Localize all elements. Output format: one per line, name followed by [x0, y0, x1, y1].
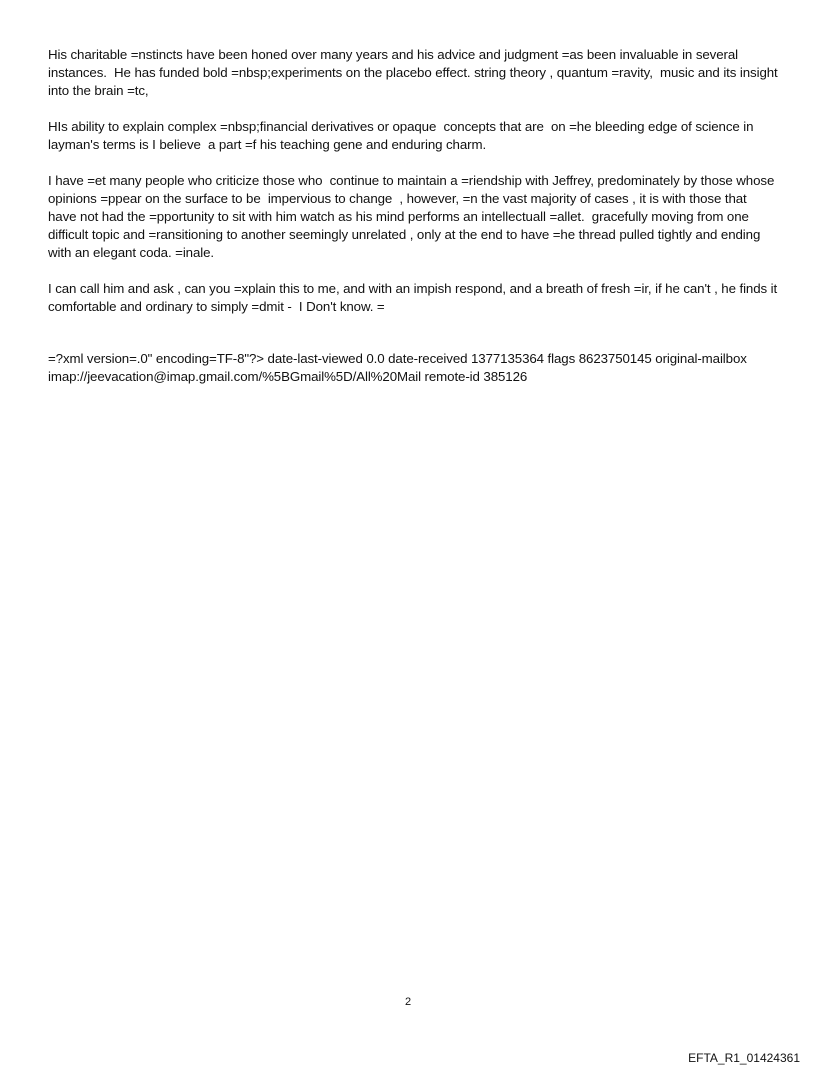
paragraph-2: HIs ability to explain complex =nbsp;financial derivatives or opaque concepts that are on =he bleeding edge of science in layman's terms is I believe a part =f his teaching gene and enduring charm.	[48, 119, 758, 152]
paragraph-3: I have =et many people who criticize those who continue to maintain a =riendship with Jeffrey, predominately by those whose opinions =ppear on the surface to be impervious to change , however, =n the vast majority of cases , it is with those that have not had the =pportunity to sit with him watch as his mind performs an intellectuall =allet. gracefully moving from one difficult topic and =ransitioning to another seemingly unrelated , only at the end to have =he thread pulled tightly and ending with an elegant coda. =inale.	[48, 173, 778, 260]
document-body	[48, 46, 782, 404]
paragraph-1: His charitable =nstincts have been honed over many years and his advice and judgment =as been invaluable in several instances. He has funded bold =nbsp;experiments on the placebo effect. string theory , quantum =ravity, music and its insight into the brain =tc,	[48, 47, 782, 98]
document-id: EFTA_R1_01424361	[688, 1051, 800, 1065]
paragraph-4: I can call him and ask , can you =xplain this to me, and with an impish respond, and a breath of fresh =ir, if he can't , he finds it comfortable and ordinary to simply =dmit - I Don't know. =	[48, 281, 781, 314]
page-number: 2	[404, 996, 412, 1008]
email-metadata: =?xml version=.0" encoding=TF-8"?> date-last-viewed 0.0 date-received 1377135364 flags 8623750145 original-mailbox imap://jeevacation@imap.gmail.com/%5BGmail%5D/All%20Mail remote-id 385126	[48, 351, 751, 384]
